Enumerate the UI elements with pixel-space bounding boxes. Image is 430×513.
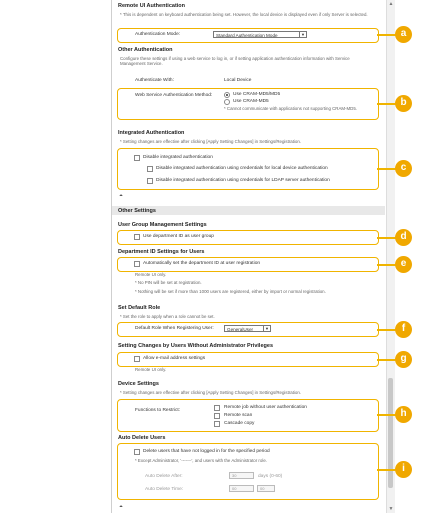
dept-id-note2: * No PIN will be set at registration. xyxy=(135,280,202,285)
callout-badge-f: f xyxy=(395,321,412,338)
auto-delete-note: * Except Administrator, '-------', and users with the Administrator role. xyxy=(135,458,267,463)
remote-scan-checkbox[interactable] xyxy=(214,413,220,419)
other-settings-band xyxy=(112,206,385,215)
disable-ldap-auth-label: Disable integrated authentication using credentials for LDAP server authentication xyxy=(156,178,330,183)
disable-local-auth-label: Disable integrated authentication using credentials for local device authentication xyxy=(156,166,328,171)
setting-changes-title: Setting Changes by Users Without Administrator Privileges xyxy=(118,343,273,349)
auto-delete-title: Auto Delete Users xyxy=(118,435,166,441)
remote-ui-note: * This is dependent on keyboard authentication being set. However, the local device is displayed even if only Server is selected. xyxy=(120,12,368,17)
disable-integrated-label: Disable integrated authentication xyxy=(143,155,213,160)
other-auth-desc: Configure these settings if using a web service to log in, or if setting application authentication information with Service Management Service. xyxy=(120,56,350,66)
remote-job-checkbox[interactable] xyxy=(214,405,220,411)
authenticate-with-value: Local Device xyxy=(224,78,252,83)
auto-delete-minute-input[interactable]: 00 xyxy=(257,485,275,492)
auto-delete-time-label: Auto Delete Time: xyxy=(145,487,184,492)
web-service-auth-label: Web Service Authentication Method: xyxy=(135,93,213,98)
auto-delete-after-input[interactable]: 30 xyxy=(229,472,254,479)
use-dept-id-label: Use department ID as user group xyxy=(143,234,214,239)
use-dept-id-checkbox[interactable] xyxy=(134,234,140,240)
connector-h xyxy=(377,414,396,416)
callout-badge-c: c xyxy=(395,160,412,177)
collapse-icon[interactable]: ⏶ xyxy=(119,193,124,199)
default-role-value: GeneralUser xyxy=(227,327,254,332)
integrated-note: * Setting changes are effective after clicking [Apply Setting Changes] in Settings/Registration. xyxy=(120,139,302,144)
scrollbar[interactable] xyxy=(386,0,395,513)
other-auth-title: Other Authentication xyxy=(118,47,173,53)
allow-email-label: Allow e-mail address settings xyxy=(143,356,206,361)
default-role-note: * Set the role to apply when a role cannot be set. xyxy=(120,314,215,319)
radio-cram-md5-md5-label: Use CRAM-MD5/MD5 xyxy=(233,92,281,97)
authenticate-with-label: Authenticate With: xyxy=(135,78,174,83)
chevron-down-icon: ▼ xyxy=(263,326,270,331)
scroll-down-icon[interactable]: ▼ xyxy=(388,506,394,512)
connector-g xyxy=(377,359,396,361)
auto-delete-after-label: Auto Delete After: xyxy=(145,474,183,479)
setting-changes-note: Remote UI only. xyxy=(135,367,167,372)
allow-email-checkbox[interactable] xyxy=(134,356,140,362)
remote-job-label: Remote job without user authentication xyxy=(224,405,307,410)
auth-mode-value: Standard Authentication Mode xyxy=(216,33,278,38)
auto-delete-checkbox[interactable] xyxy=(134,449,140,455)
default-role-select[interactable] xyxy=(224,325,271,332)
default-role-label: Default Role When Registering User: xyxy=(135,326,214,331)
device-title: Device Settings xyxy=(118,381,159,387)
remote-ui-title: Remote UI Authentication xyxy=(118,3,186,9)
dept-id-title: Department ID Settings for Users xyxy=(118,249,205,255)
auto-dept-id-label: Automatically set the department ID at user registration xyxy=(143,261,261,266)
connector-b xyxy=(377,103,396,105)
radio-cram-md5-label: Use CRAM-MD5 xyxy=(233,99,269,104)
integrated-title: Integrated Authentication xyxy=(118,130,185,136)
auth-mode-label: Authentication Mode: xyxy=(135,32,181,37)
callout-badge-i: i xyxy=(395,461,412,478)
functions-restrict-label: Functions to Restrict: xyxy=(135,408,181,413)
scroll-thumb[interactable] xyxy=(388,378,393,488)
connector-d xyxy=(377,237,396,239)
connector-c xyxy=(377,168,396,170)
dept-id-note3: * Nothing will be set if more than 1000 users are registered, either by import or normal registration. xyxy=(135,289,326,294)
callout-badge-b: b xyxy=(395,95,412,112)
auto-delete-hour-input[interactable]: 00 xyxy=(229,485,254,492)
chevron-down-icon: ▼ xyxy=(299,32,306,37)
auth-mode-select[interactable] xyxy=(213,31,307,38)
scroll-up-icon[interactable]: ▲ xyxy=(388,1,394,7)
connector-a xyxy=(377,34,396,36)
connector-e xyxy=(377,264,396,266)
default-role-title: Set Default Role xyxy=(118,305,161,311)
disable-ldap-auth-checkbox[interactable] xyxy=(147,178,153,184)
callout-badge-a: a xyxy=(395,26,412,43)
disable-local-auth-checkbox[interactable] xyxy=(147,166,153,172)
dept-id-note1: Remote UI only. xyxy=(135,272,167,277)
radio-cram-md5-md5[interactable] xyxy=(224,92,230,98)
cascade-copy-label: Cascade copy xyxy=(224,421,255,426)
auto-delete-label: Delete users that have not logged in for the specified period xyxy=(143,449,270,454)
callout-badge-e: e xyxy=(395,256,412,273)
callout-badge-d: d xyxy=(395,229,412,246)
callout-badge-h: h xyxy=(395,406,412,423)
disable-integrated-checkbox[interactable] xyxy=(134,155,140,161)
remote-scan-label: Remote scan xyxy=(224,413,253,418)
auto-dept-id-checkbox[interactable] xyxy=(134,261,140,267)
user-group-title: User Group Management Settings xyxy=(118,222,207,228)
radio-note: * Cannot communicate with applications not supporting CRAM-MD5. xyxy=(224,106,357,111)
callout-badge-g: g xyxy=(395,351,412,368)
other-settings-title: Other Settings xyxy=(118,207,156,214)
auto-delete-after-unit: days (0-60) xyxy=(258,474,283,479)
device-note: * Setting changes are effective after clicking [Apply Setting Changes] in Settings/Registration. xyxy=(120,390,302,395)
connector-f xyxy=(377,329,396,331)
collapse-icon-bottom[interactable]: ⏶ xyxy=(119,504,124,510)
connector-i xyxy=(377,469,396,471)
cascade-copy-checkbox[interactable] xyxy=(214,421,220,427)
radio-cram-md5[interactable] xyxy=(224,99,230,105)
